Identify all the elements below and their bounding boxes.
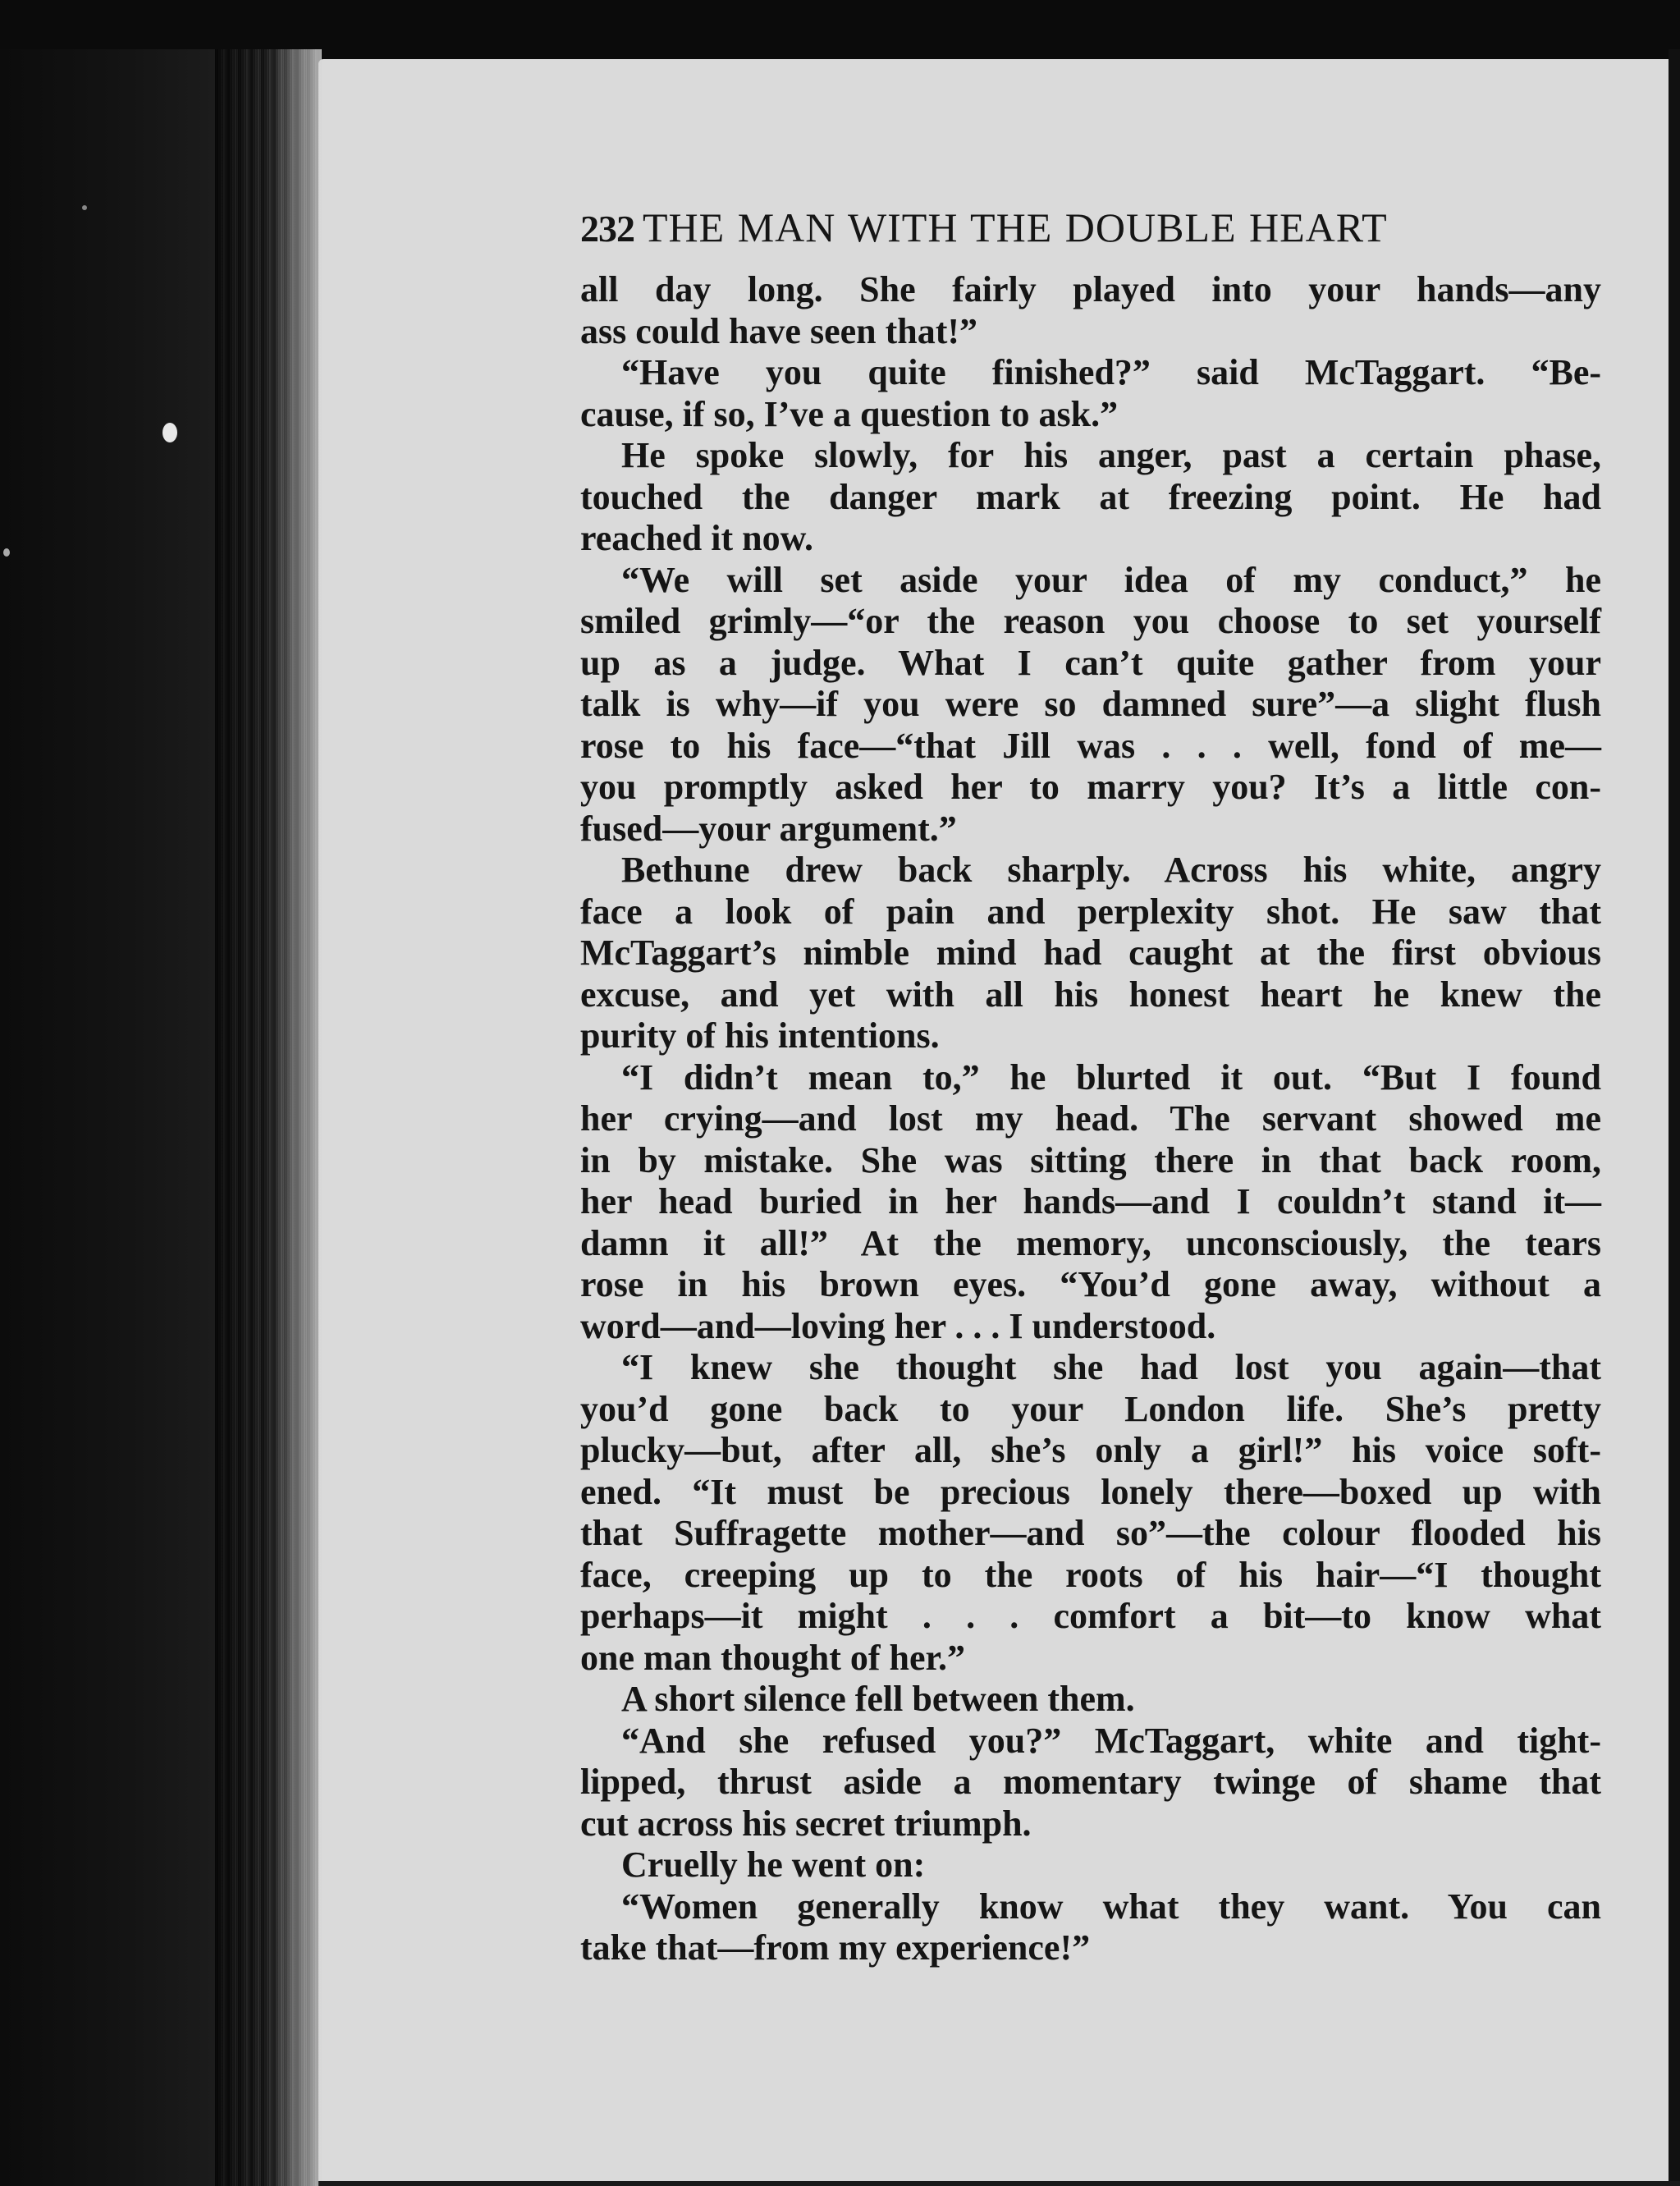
text-line: smiled grimly—“or the reason you choose to set yourself xyxy=(580,601,1601,641)
text-line: “Have you quite finished?” said McTaggart. “Be- xyxy=(621,352,1601,392)
dust-speck xyxy=(3,548,10,557)
text-line: her crying—and lost my head. The servant showed me xyxy=(580,1098,1601,1139)
text-line: damn it all!” At the memory, unconsciously, the tears xyxy=(580,1222,1601,1263)
text-line: lipped, thrust aside a momentary twinge of shame that xyxy=(580,1762,1601,1802)
dust-speck xyxy=(163,423,177,442)
text-line: A short silence fell between them. xyxy=(621,1679,1135,1719)
text-line: up as a judge. What I can’t quite gather from your xyxy=(580,642,1601,683)
scan-bottom-border xyxy=(318,2181,1680,2186)
text-line: “Women generally know what they want. You can xyxy=(621,1886,1601,1927)
page-text xyxy=(580,204,1601,1969)
page-number: 232 xyxy=(580,208,634,250)
text-line: McTaggart’s nimble mind had caught at the first obvious xyxy=(580,933,1601,973)
text-line: cut across his secret triumph. xyxy=(580,1803,1032,1844)
text-line: He spoke slowly, for his anger, past a certain phase, xyxy=(621,435,1601,475)
text-line: cause, if so, I’ve a question to ask.” xyxy=(580,393,1119,434)
text-line: you promptly asked her to marry you? It’s a little con- xyxy=(580,767,1601,807)
text-line: ass could have seen that!” xyxy=(580,310,978,351)
text-line: take that—from my experience!” xyxy=(580,1927,1091,1968)
text-line: “I didn’t mean to,” he blurted it out. “But I found xyxy=(621,1056,1601,1098)
running-head xyxy=(580,204,1601,269)
dust-speck xyxy=(82,205,87,210)
text-line: rose to his face—“that Jill was . . . well, fond of me— xyxy=(580,725,1601,766)
text-line: her head buried in her hands—and I couldn’t stand it— xyxy=(580,1181,1601,1221)
text-line: in by mistake. She was sitting there in that back room, xyxy=(580,1139,1601,1180)
text-line: face, creeping up to the roots of his hair—“I thought xyxy=(580,1554,1601,1595)
text-line: reached it now. xyxy=(580,518,813,558)
text-line: word—and—loving her . . . I understood. xyxy=(580,1305,1216,1346)
text-line: “And she refused you?” McTaggart, white and tight- xyxy=(621,1720,1601,1761)
text-line: Cruelly he went on: xyxy=(621,1845,926,1885)
scan-right-border xyxy=(1669,49,1680,2186)
text-line: plucky—but, after all, she’s only a girl!” his voice soft- xyxy=(580,1430,1601,1470)
text-line: all day long. She fairly played into your hands—any xyxy=(580,269,1601,309)
scan-left-margin xyxy=(0,49,215,2186)
text-line: ened. “It must be precious lonely there—boxed up with xyxy=(580,1471,1601,1512)
text-line: purity of his intentions. xyxy=(580,1015,940,1056)
text-line: touched the danger mark at freezing point. He had xyxy=(580,476,1601,517)
text-line: talk is why—if you were so damned sure”—a slight flush xyxy=(580,684,1601,724)
book-title: THE MAN WITH THE DOUBLE HEART xyxy=(643,204,1388,250)
text-line: fused—your argument.” xyxy=(580,808,957,849)
text-line: rose in his brown eyes. “You’d gone away, without a xyxy=(580,1264,1601,1304)
text-line: “I knew she thought she had lost you again—that xyxy=(621,1347,1601,1387)
text-line: one man thought of her.” xyxy=(580,1637,965,1678)
gutter-shadow xyxy=(271,49,322,2186)
text-line: “We will set aside your idea of my conduct,” he xyxy=(621,559,1601,600)
text-line: face a look of pain and perplexity shot. He saw that xyxy=(580,891,1601,932)
text-line: perhaps—it might . . . comfort a bit—to know what xyxy=(580,1596,1601,1636)
text-line: you’d gone back to your London life. She’s pretty xyxy=(580,1388,1601,1429)
text-line: that Suffragette mother—and so”—the colour flooded his xyxy=(580,1513,1601,1553)
body-text xyxy=(580,269,1601,1969)
text-line: excuse, and yet with all his honest heart he knew the xyxy=(580,974,1601,1015)
text-line: Bethune drew back sharply. Across his white, angry xyxy=(621,850,1601,890)
